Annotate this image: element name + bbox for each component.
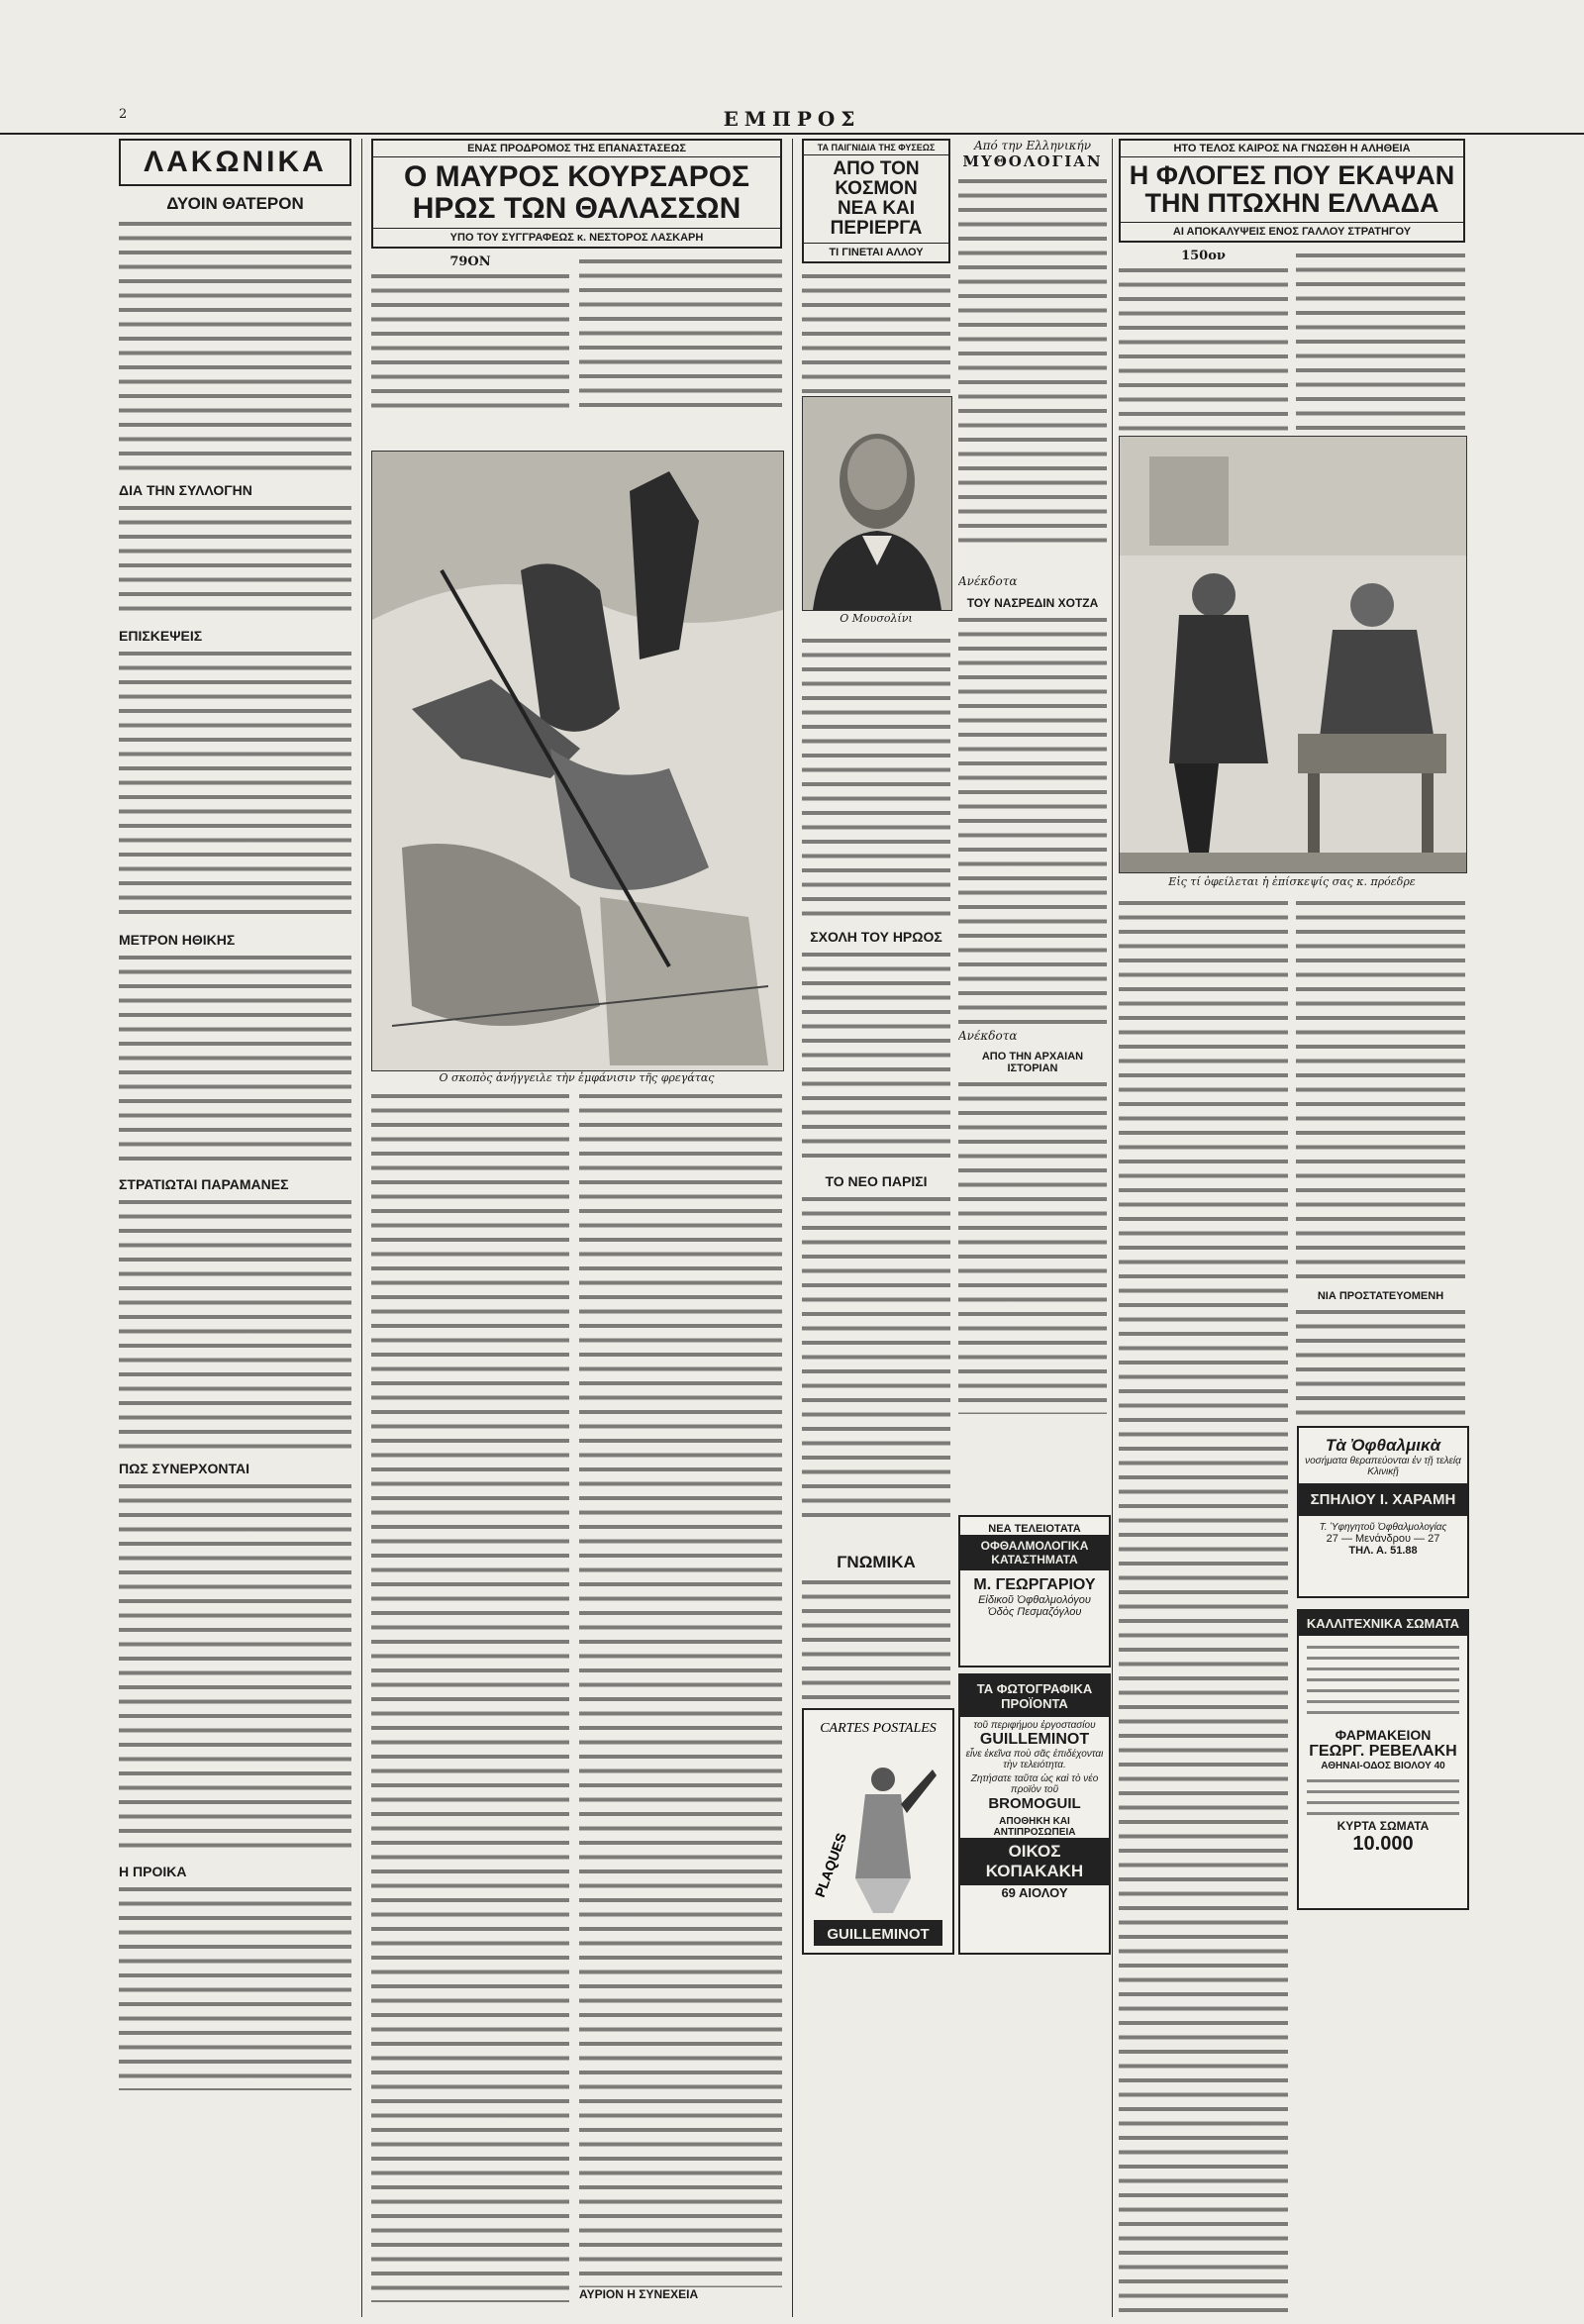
ad-line: GUILLEMINOT [979,1731,1090,1748]
chapter-number: 150ον [1181,248,1226,263]
ad-line: ΑΠΟΘΗΚΗ ΚΑΙ ΑΝΤΙΠΡΟΣΩΠΕΙΑ [993,1816,1076,1838]
section-title: ΜΕΤΡΟΝ ΗΘΙΚΗΣ [119,931,236,948]
serial-byline: ΥΠΟ ΤΟΥ ΣΥΓΓΡΑΦΕΩΣ κ. ΝΕΣΤΟΡΟΣ ΛΑΣΚΑΡΗ [373,228,780,247]
serial-headline: Ο ΜΑΥΡΟΣ ΚΟΥΡΣΑΡΟΣ [403,160,750,193]
myth-headline: ΜΥΘΟΛΟΓΙΑΝ [962,152,1103,170]
flames-header [1119,139,1465,243]
article-text [579,1089,782,2287]
masthead [0,107,1584,135]
ad-line: 69 ΑΙΟΛΟΥ [1001,1885,1068,1900]
ad-line: τοῦ περιφήμου ἐργοστασίου [973,1720,1096,1731]
world-sub: ΤΙ ΓΙΝΕΤΑΙ ΑΛΛΟΥ [804,243,948,261]
article-text [119,1882,351,2090]
lakonika-title: ΛΑΚΩΝΙΚΑ [144,146,327,178]
ad-line: εἶνε ἐκεῖνα ποὺ σᾶς ἐπιδέχονται τὴν τελειότητα. [965,1749,1104,1770]
serial-illustration [371,451,784,1071]
ad-line: Ὁδὸς Πεσμαζόγλου [987,1606,1082,1618]
article-text [1296,1305,1465,1424]
ad-line: Τ. Ὑφηγητοῦ Ὀφθαλμολογίας [1319,1522,1447,1533]
ad-line: νοσήματα θεραπεύονται ἐν τῇ τελείᾳ Κλινικῇ [1305,1456,1461,1477]
section-title: ΤΟ ΝΕΟ ΠΑΡΙΣΙ [825,1173,928,1189]
anecdote-head-2: ΑΠΟ ΤΗΝ ΑΡΧΑΙΑΝ ΙΣΤΟΡΙΑΝ [981,1051,1084,1074]
section-title: ΓΝΩΜΙΚΑ [837,1553,916,1571]
flames-byline: ΑΙ ΑΠΟΚΑΛΥΨΕΙΣ ΕΝΟΣ ΓΑΛΛΟΥ ΣΤΡΑΤΗΓΟΥ [1121,222,1463,241]
ad-line: ΣΠΗΛΙΟΥ Ι. ΧΑΡΑΜΗ [1299,1483,1467,1516]
serial-header [371,139,782,249]
ad-cartes-postales [802,1708,954,1955]
world-headline-2: ΝΕΑ ΚΑΙ ΠΕΡΙΕΡΓΑ [830,197,923,239]
section-title: ΣΧΟΛΗ ΤΟΥ ΗΡΩΟΣ [810,929,942,945]
article-text [1119,263,1288,432]
gnomika-header [802,1144,950,1183]
ad-line: Μ. ΓΕΩΡΓΑΡΙΟΥ [973,1576,1096,1593]
article-text [119,501,351,620]
ad-line: 27 — Μενάνδρου — 27 [1326,1533,1440,1545]
flames-illustration [1119,436,1467,873]
serial-kicker: ΕΝΑΣ ΠΡΟΔΡΟΜΟΣ ΤΗΣ ΕΠΑΝΑΣΤΑΣΕΩΣ [373,141,780,157]
article-text [958,174,1107,551]
world-body [802,634,950,1525]
ad-line: ΟΙΚΟΣ ΚΟΠΑΚΑΚΗ [960,1838,1109,1885]
serial-caption: Ο σκοπὸς ἀνήγγειλε τὴν ἐμφάνισιν τῆς φρεγάτας [439,1071,715,1084]
column-rule [361,139,362,2317]
ad-line: Ζητήσατε ταῦτα ὡς καὶ τὸ νέο προϊὸν τοῦ [970,1773,1099,1795]
article-text [1296,249,1465,435]
ad-line: ΑΘΗΝΑΙ-ΟΔΟΣ ΒΙΟΛΟΥ 40 [1321,1761,1445,1771]
serial-body [371,1089,782,2317]
world-kicker: ΤΑ ΠΑΙΓΝΙΔΙΑ ΤΗΣ ΦΥΣΕΩΣ [804,141,948,155]
article-text [119,1479,351,1856]
cartes-side: PLAQUES [811,1830,849,1900]
ad-line: ΚΥΡΤΑ ΣΩΜΑΤΑ [1336,1819,1430,1833]
article-text [802,948,950,1165]
cartes-top: CARTES POSTALES [820,1721,937,1736]
article-text [119,647,351,924]
article-text [119,951,351,1168]
photo-caption: Ο Μουσολίνι [840,612,913,625]
flames-caption: Εἰς τί ὀφείλεται ἡ ἐπίσκεψίς σας κ. πρόεδρε [1168,875,1416,888]
article-text [579,254,782,411]
mussolini-photo [802,396,952,611]
article-text [1296,896,1465,1282]
myth-kicker: Από την Ελληνικήν [973,139,1092,152]
article-text [119,217,351,474]
article-text [802,634,950,921]
anecdote-head: ΤΟΥ ΝΑΣΡΕΔΙΝ ΧΟΤΖΑ [966,596,1099,610]
column-lakonika [119,139,351,2317]
ad-line: Τὰ Ὀφθαλμικὰ [1325,1436,1441,1455]
column-rule [1112,139,1113,2317]
ad-line: ΓΕΩΡΓ. ΡΕΒΕΛΑΚΗ [1309,1743,1457,1760]
article-text [958,613,1107,1029]
cartes-bottom: GUILLEMINOT [827,1926,930,1943]
flames-headline-2: ΤΗΝ ΠΤΩΧΗΝ ΕΛΛΑΔΑ [1144,188,1439,219]
ad-spilios-charamis [1297,1426,1469,1598]
article-text [802,1575,950,1699]
section-title: ΔΙΑ ΤΗΝ ΣΥΛΛΟΓΗΝ [119,481,252,498]
section-title: ΔΥΟΙΝ ΘΑΤΕΡΟΝ [166,193,304,213]
section-title: Η ΠΡΟΙΚΑ [119,1863,187,1879]
ad-line: Εἰδικοῦ Ὀφθαλμολόγου [978,1594,1091,1606]
world-headline: ΑΠΟ ΤΟΝ ΚΟΣΜΟΝ [833,158,920,199]
ad-line: ΦΑΡΜΑΚΕΙΟΝ [1335,1727,1432,1743]
mythology-cont [958,574,1107,1416]
article-text [119,1195,351,1453]
section-title: ΣΤΡΑΤΙΩΤΑΙ ΠΑΡΑΜΑΝΕΣ [119,1175,289,1192]
anecdote-label: Ανέκδοτα [958,574,1018,588]
ad-line: 10.000 [1352,1833,1414,1855]
ad-pharmacy-revelaki [1297,1609,1469,1910]
section-title: ΝΙΑ ΠΡΟΣΤΑΤΕΥΟΜΕΝΗ [1317,1290,1444,1302]
ad-line: ΟΦΘΑΛΜΟΛΟΓΙΚΑ ΚΑΤΑΣΤΗΜΑΤΑ [960,1535,1109,1570]
section-title: ΠΩΣ ΣΥΝΕΡΧΟΝΤΑΙ [119,1460,250,1476]
article-text [1119,896,1288,2312]
article-text [802,1192,950,1519]
ad-line: BROMOGUIL [988,1795,1081,1812]
ad-line: ΚΑΛΛΙΤΕΧΝΙΚΑ ΣΩΜΑΤΑ [1299,1611,1467,1636]
serial-headline-2: ΗΡΩΣ ΤΩΝ ΘΑΛΑΣΣΩΝ [412,191,742,225]
article-text [958,1077,1107,1414]
flames-headline: Η ΦΛΟΓΕΣ ΠΟΥ ΕΚΑΨΑΝ [1129,160,1455,190]
chapter-number: 79ΟΝ [449,254,491,269]
anecdote-label-2: Ανέκδοτα [958,1029,1018,1043]
column-rule [792,139,793,2317]
ad-georgariou [958,1515,1111,1667]
section-title: ΕΠΙΣΚΕΨΕΙΣ [119,627,203,644]
ad-line: ΤΑ ΦΩΤΟΓΡΑΦΙΚΑ ΠΡΟΪΟΝΤΑ [960,1675,1109,1717]
ad-kopakaki [958,1673,1111,1955]
page-number: 2 [119,107,128,122]
article-text [371,269,569,408]
newspaper-title: ΕΜΠΡΟΣ [723,107,861,131]
lakonika-header [119,139,351,186]
article-text [371,1089,569,2302]
ad-line: ΤΗΛ. Α. 51.88 [1348,1545,1418,1557]
ad-line: ΝΕΑ ΤΕΛΕΙΟΤΑΤΑ [988,1523,1081,1535]
flames-kicker: ΗΤΟ ΤΕΛΟΣ ΚΑΙΡΟΣ ΝΑ ΓΝΩΣΘΗ Η ΑΛΗΘΕΙΑ [1121,141,1463,157]
gnomika [802,1545,950,1703]
world-header [802,139,950,263]
serial-continued: ΑΥΡΙΟΝ Η ΣΥΝΕΧΕΙΑ [579,2287,699,2301]
